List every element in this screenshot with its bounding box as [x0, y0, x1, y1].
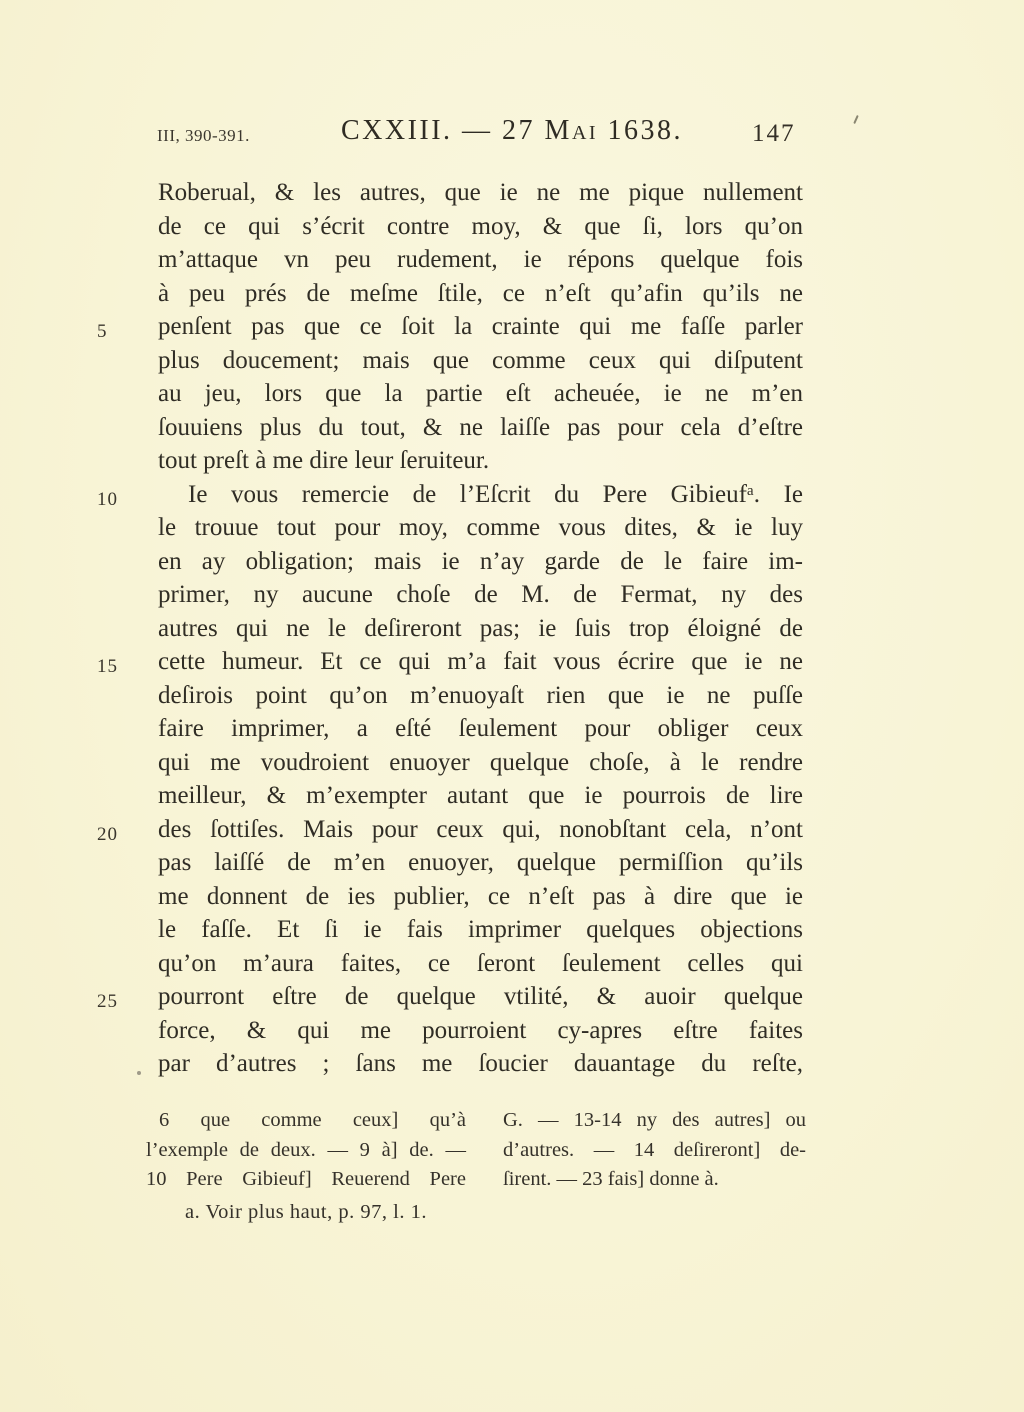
text-line-text: autres qui ne le deſireront pas; ie ſuis trop éloigné de [158, 614, 803, 642]
text-line [158, 612, 803, 646]
text-line [158, 779, 803, 813]
text-line [158, 377, 803, 411]
print-speck [137, 1071, 141, 1075]
text-line [158, 411, 803, 445]
text-line-text: par d’autres ; ſans me ſoucier dauantage du reſte, [158, 1050, 803, 1077]
text-line [158, 176, 803, 210]
apparatus-line [146, 1136, 466, 1166]
text-line [97, 980, 803, 1014]
text-line-text: au jeu, lors que la partie eſt acheuée, ie ne m’en [158, 380, 803, 407]
text-line-text: qui me voudroient enuoyer quelque choſe, à le rendre [158, 748, 803, 776]
margin-line-number: 15 [97, 656, 118, 677]
text-line-text: de ce qui s’écrit contre moy, & que ſi, lors qu’on [158, 212, 803, 240]
text-line-text: le faſſe. Et ſi ie fais imprimer quelques objections [158, 916, 803, 943]
text-line [158, 210, 803, 244]
text-line-text: en ay obligation; mais ie n’ay garde de le faire im- [158, 547, 803, 575]
text-line-text: meilleur, & m’exempter autant que ie pourrois de lire [158, 782, 803, 809]
text-line [158, 947, 803, 981]
text-line-text: m’attaque vn peu rudement, ie répons quelque fois [158, 246, 803, 273]
apparatus-column-right [503, 1106, 806, 1195]
apparatus-line-text: 6 que comme ceux] qu’à [159, 1109, 466, 1131]
text-line [158, 746, 803, 780]
apparatus-line-text: l’exemple de deux. — 9 à] de. — [146, 1138, 466, 1161]
text-line-text: Roberual, & les autres, que ie ne me pique nullement [158, 179, 803, 206]
text-line [158, 277, 803, 311]
margin-line-number: 10 [97, 488, 118, 510]
text-line [97, 478, 803, 512]
text-line [158, 444, 803, 478]
margin-line-number: 20 [97, 823, 118, 845]
text-line [158, 511, 803, 545]
text-line-text: faire imprimer, a eſté ſeulement pour obliger ceux [158, 715, 803, 742]
text-line-text: Ie vous remercie de l’Eſcrit du Pere Gibieufᵃ. Ie [188, 480, 803, 508]
text-line-text: plus doucement; mais que comme ceux qui diſputent [158, 346, 803, 374]
text-line-text: à peu prés de meſme ſtile, ce n’eſt qu’afin qu’ils ne [158, 279, 803, 307]
text-line [158, 913, 803, 947]
margin-line-number: 25 [97, 991, 118, 1012]
margin-line-number: 5 [97, 321, 108, 342]
text-line-text: pas laiſſé de m’en enuoyer, quelque permiſſion qu’ils [158, 849, 803, 876]
apparatus-line [146, 1165, 466, 1195]
page-number: 147 [752, 120, 796, 147]
text-line-text: deſirois point qu’on m’enuoyaſt rien que ie ne puſſe [158, 681, 803, 709]
text-line [158, 880, 803, 914]
apparatus-line [503, 1106, 806, 1136]
text-line [158, 1047, 803, 1081]
apparatus-column-left [146, 1106, 466, 1195]
text-line-text: penſent pas que ce ſoit la crainte qui me faſſe parler [158, 313, 803, 340]
text-line-text: force, & qui me pourroient cy-apres eſtre faites [158, 1016, 803, 1044]
text-line [158, 243, 803, 277]
text-line [158, 846, 803, 880]
text-line-text: tout preſt à me dire leur ſeruiteur. [158, 447, 490, 474]
apparatus-line [503, 1136, 806, 1166]
apparatus-line [503, 1165, 806, 1195]
critical-apparatus [146, 1106, 806, 1195]
text-line-text: me donnent de ies publier, ce n’eſt pas à dire que ie [158, 882, 803, 910]
text-line-text: primer, ny aucune choſe de M. de Fermat, ny des [158, 581, 803, 608]
text-line [158, 1014, 803, 1048]
text-line-text: des ſottiſes. Mais pour ceux qui, nonobſtant cela, n’ont [158, 815, 803, 843]
apparatus-line-text: d’autres. — 14 deſireront] de- [503, 1138, 806, 1161]
margin-reference: III, 390-391. [157, 126, 250, 145]
text-line [158, 712, 803, 746]
text-line [158, 679, 803, 713]
apparatus-line-text: ſirent. — 23 fais] donne à. [503, 1168, 719, 1190]
text-line-text: pourront eſtre de quelque vtilité, & auoir quelque [158, 983, 803, 1010]
apparatus-line-text: 10 Pere Gibieuf] Reuerend Pere [146, 1168, 466, 1190]
text-line [158, 545, 803, 579]
apparatus-line [146, 1106, 466, 1136]
text-line [97, 813, 803, 847]
text-block [97, 176, 803, 1081]
text-line [158, 578, 803, 612]
text-line-text: cette humeur. Et ce qui m’a fait vous écrire que ie ne [158, 648, 803, 675]
text-line [97, 310, 803, 344]
apparatus-line-text: G. — 13-14 ny des autres] ou [503, 1109, 806, 1131]
page-title: CXXIII. — 27 Mai 1638. [340, 115, 684, 146]
footnote: a. Voir plus haut, p. 97, l. 1. [185, 1201, 427, 1223]
text-line-text: ſouuiens plus du tout, & ne laiſſe pas pour cela d’eſtre [158, 413, 803, 441]
text-line [158, 344, 803, 378]
text-line [97, 645, 803, 679]
text-line-text: le trouue tout pour moy, comme vous dites, & ie luy [158, 514, 803, 541]
text-line-text: qu’on m’aura faites, ce ſeront ſeulement celles qui [158, 949, 803, 977]
